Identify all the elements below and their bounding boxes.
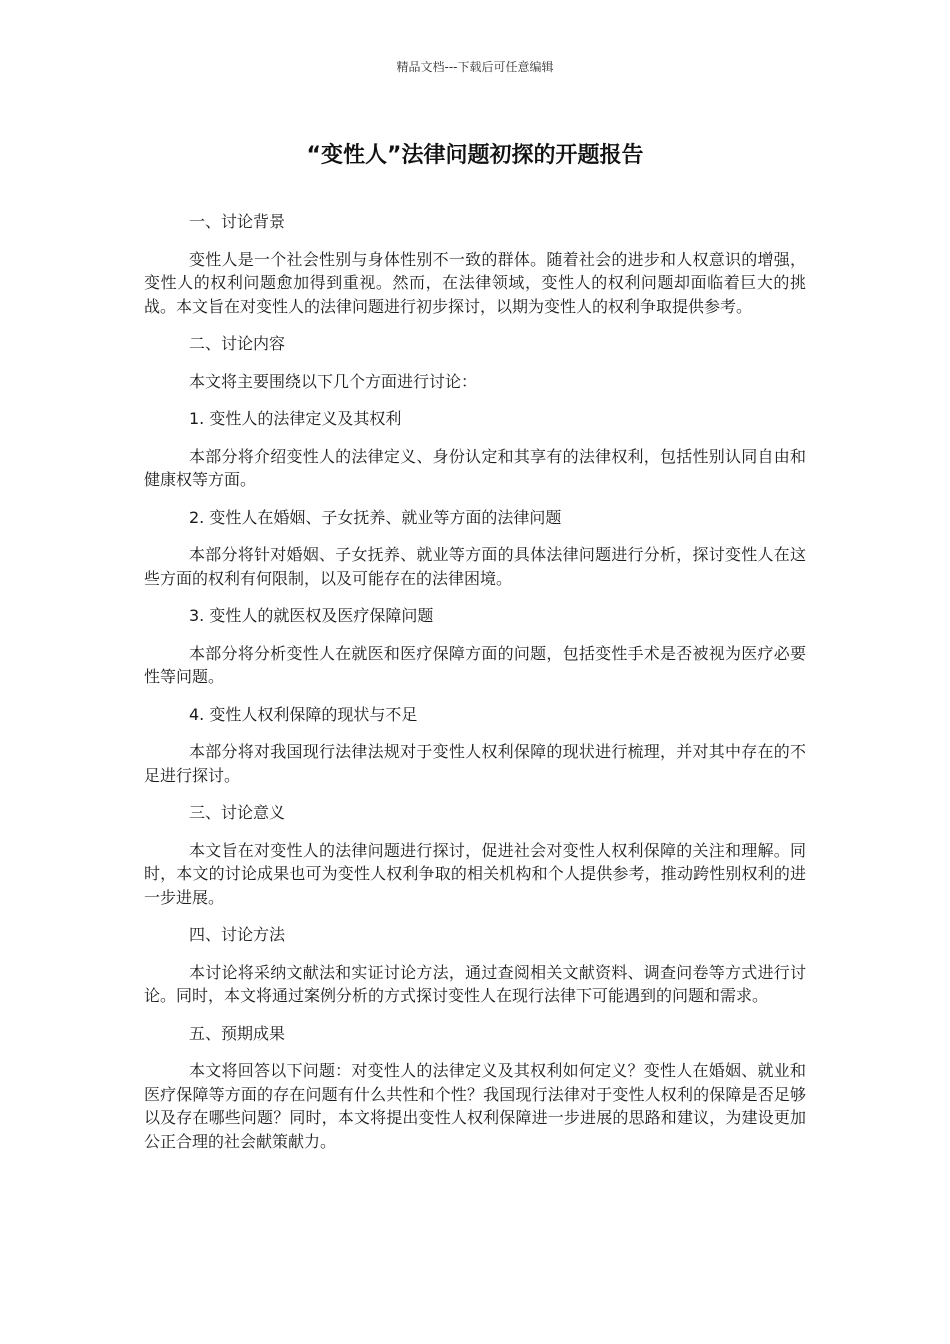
subsection-heading: 3. 变性人的就医权及医疗保障问题 xyxy=(189,606,434,625)
body-paragraph: 本文将回答以下问题：对变性人的法律定义及其权利如何定义？变性人在婚姻、就业和医疗保障等方面的存在问题有什么共性和个性？我国现行法律对于变性人权利的保障是否足够以及存在哪些问题？同时，本文将提出变性人权利保障进一步进展的思路和建议，为建设更加公正合理的社会献策献力。 xyxy=(144,1061,806,1151)
document-title: “变性人”法律问题初探的开题报告 xyxy=(306,143,644,168)
body-paragraph: 本部分将对我国现行法律法规对于变性人权利保障的现状进行梳理，并对其中存在的不足进行探讨。 xyxy=(144,742,806,785)
body-paragraph: 本文将主要围绕以下几个方面进行讨论： xyxy=(189,371,478,391)
body-paragraph: 本文旨在对变性人的法律问题进行探讨，促进社会对变性人权利保障的关注和理解。同时，本文的讨论成果也可为变性人权利争取的相关机构和个人提供参考，推动跨性别权利的进一步进展。 xyxy=(144,840,806,907)
document-body xyxy=(144,210,806,1167)
subsection-heading: 2. 变性人在婚姻、子女抚养、就业等方面的法律问题 xyxy=(189,507,562,527)
section-heading: 五、预期成果 xyxy=(189,1023,286,1043)
body-paragraph: 本部分将针对婚姻、子女抚养、就业等方面的具体法律问题进行分析，探讨变性人在这些方面的权利有何限制，以及可能存在的法律困境。 xyxy=(144,545,806,588)
subsection-heading: 1. 变性人的法律定义及其权利 xyxy=(189,409,402,428)
header-note: 精品文档---下载后可任意编辑 xyxy=(396,60,554,74)
body-paragraph: 本部分将介绍变性人的法律定义、身份认定和其享有的法律权利，包括性别认同自由和健康权等方面。 xyxy=(144,446,806,489)
body-paragraph: 本部分将分析变性人在就医和医疗保障方面的问题，包括变性手术是否被视为医疗必要性等问题。 xyxy=(144,643,806,686)
section-heading: 四、讨论方法 xyxy=(189,925,286,944)
section-heading: 三、讨论意义 xyxy=(189,803,286,822)
section-heading: 一、讨论背景 xyxy=(189,212,286,231)
section-heading: 二、讨论内容 xyxy=(189,334,286,353)
subsection-heading: 4. 变性人权利保障的现状与不足 xyxy=(189,704,418,724)
body-paragraph: 变性人是一个社会性别与身体性别不一致的群体。随着社会的进步和人权意识的增强，变性人的权利问题愈加得到重视。然而，在法律领域，变性人的权利问题却面临着巨大的挑战。本文旨在对变性人的法律问题进行初步探讨，以期为变性人的权利争取提供参考。 xyxy=(144,249,806,316)
body-paragraph: 本讨论将采纳文献法和实证讨论方法，通过查阅相关文献资料、调查问卷等方式进行讨论。同时，本文将通过案例分析的方式探讨变性人在现行法律下可能遇到的问题和需求。 xyxy=(144,962,806,1005)
